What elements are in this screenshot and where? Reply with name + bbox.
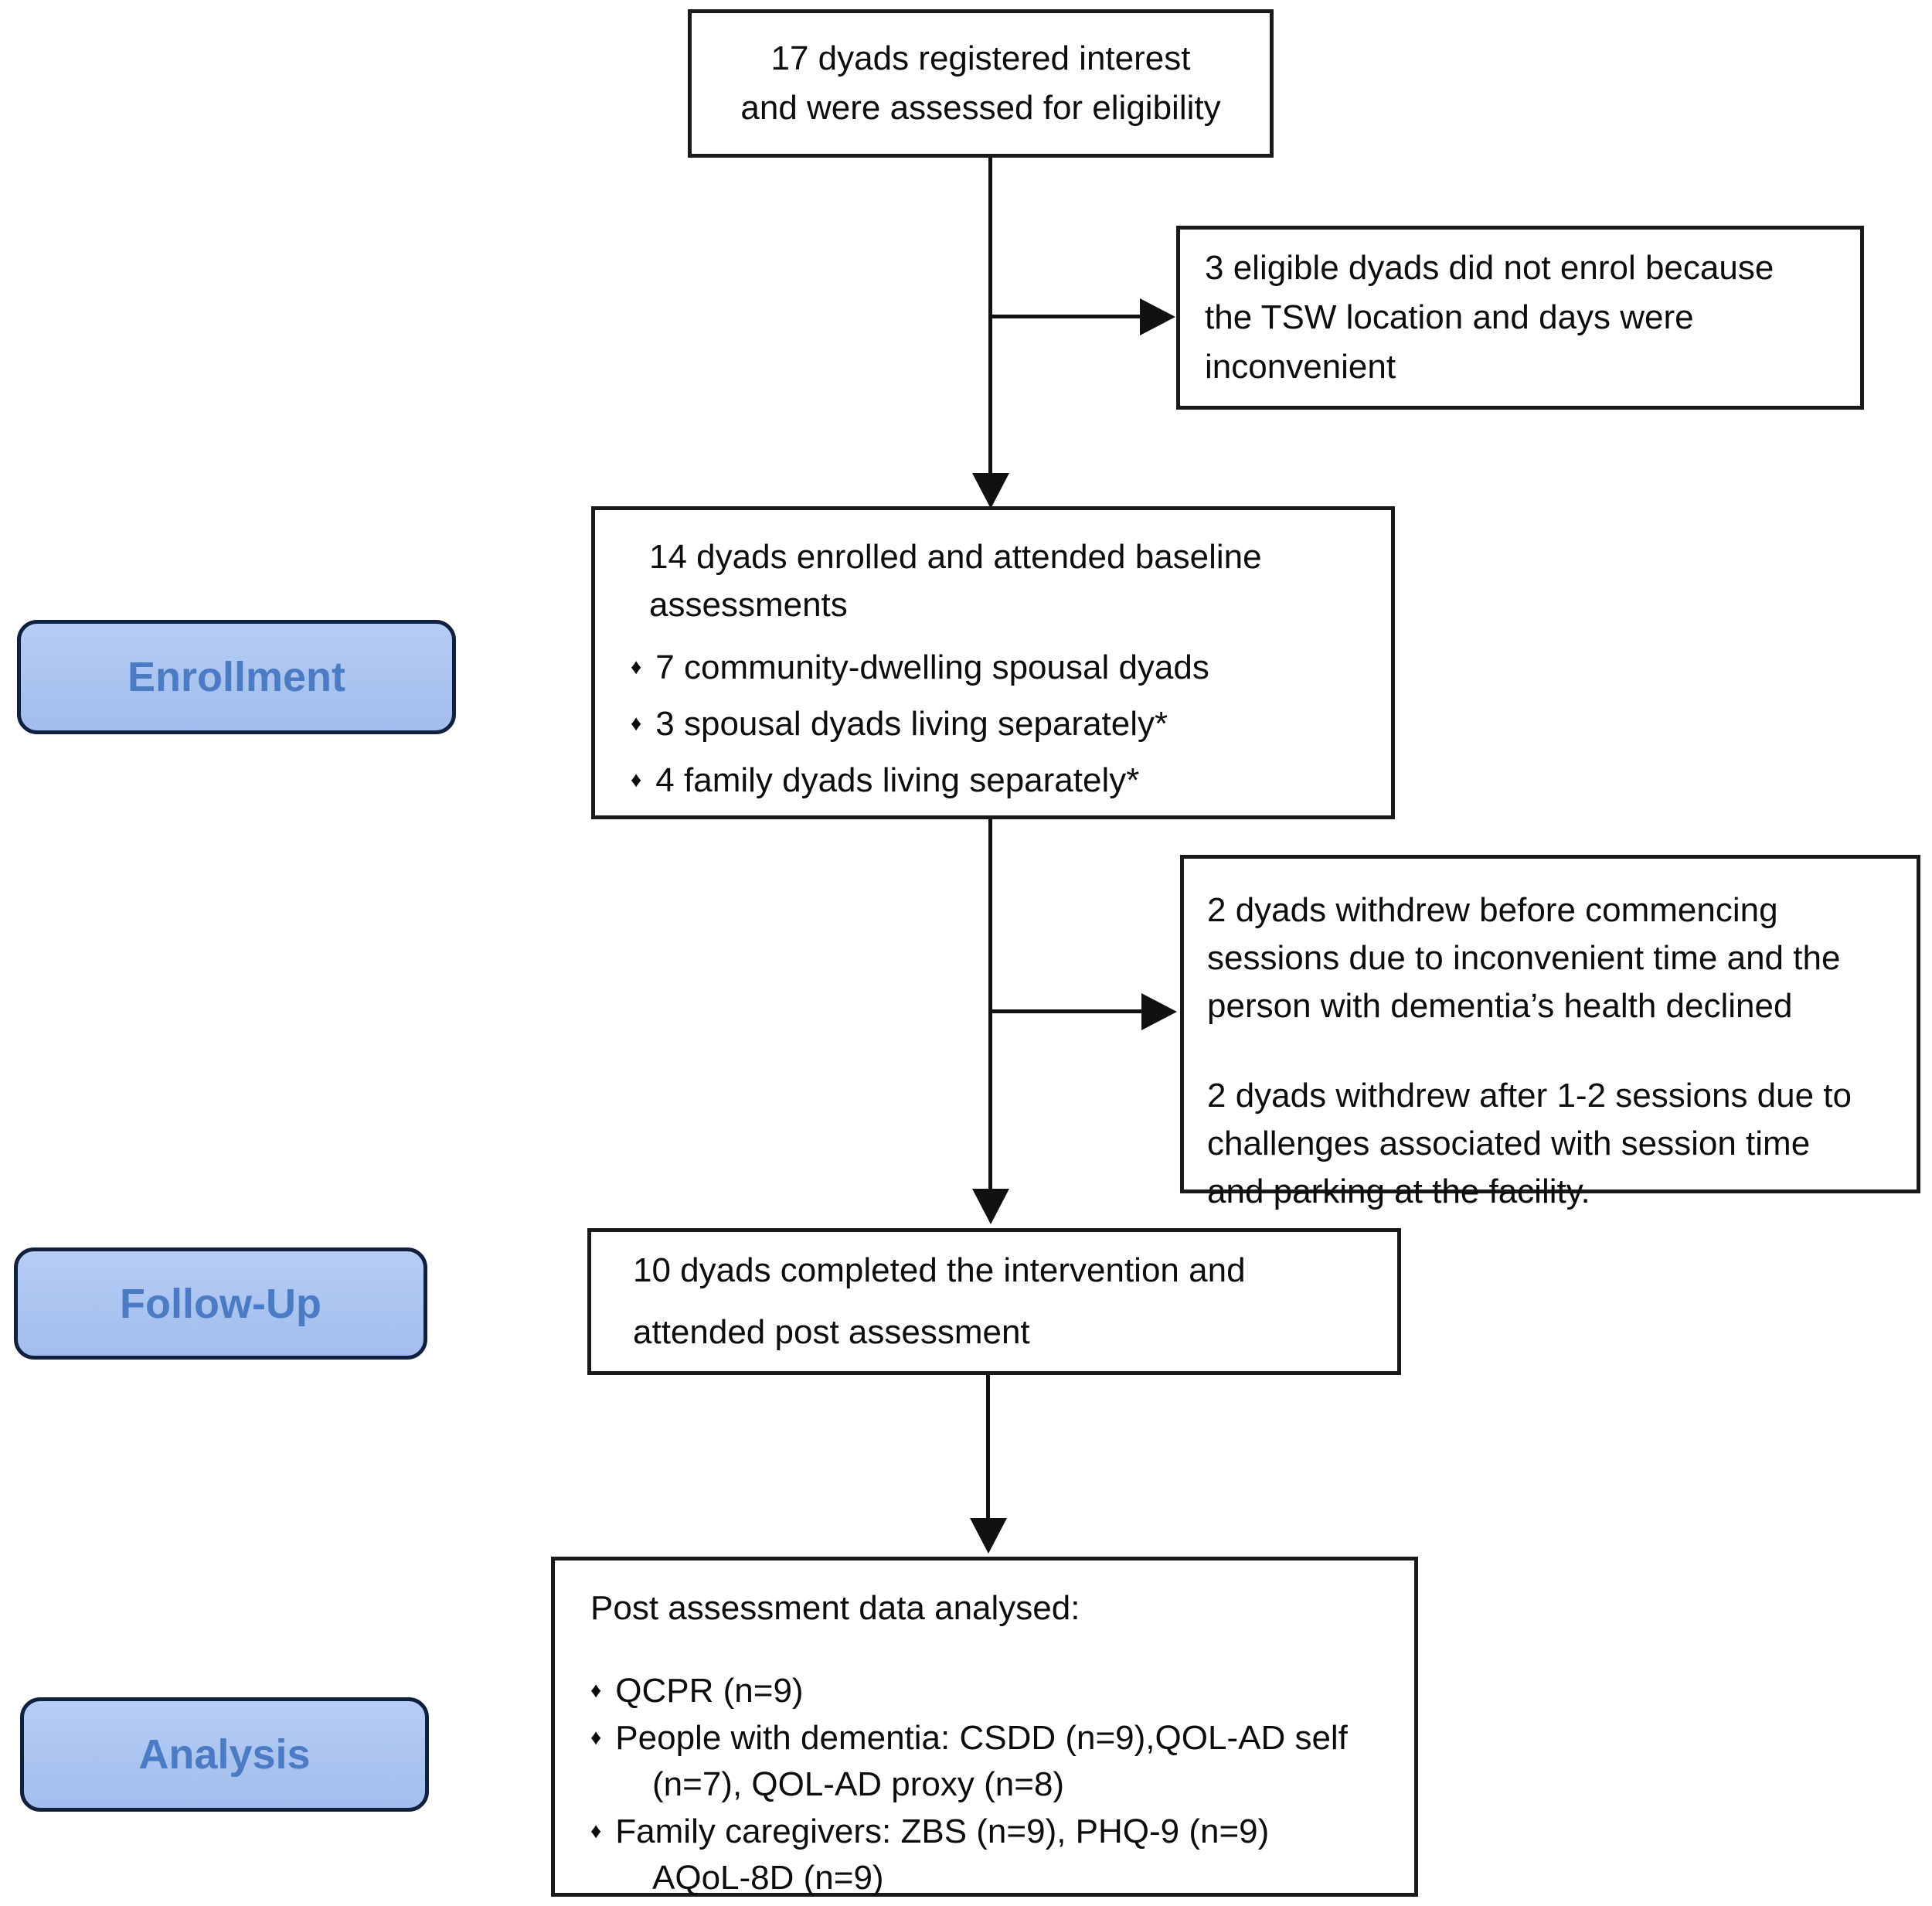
diamond-bullet-icon: ♦ — [590, 1678, 602, 1702]
connector-enrolled-to-completed-line — [988, 819, 992, 1189]
enrolled-bullet-3-text: 4 family dyads living separately* — [655, 761, 1140, 799]
withdrawal-p2-line-1: 2 dyads withdrew after 1-2 sessions due to — [1207, 1077, 1852, 1115]
enrolled-heading-line-1: 14 dyads enrolled and attended baseline — [649, 538, 1262, 576]
analysis-bullet-3-continuation: AQoL-8D (n=9) — [652, 1859, 884, 1897]
arrowhead-right-to-withdrawal-icon — [1141, 993, 1177, 1030]
analysis-title: Post assessment data analysed: — [590, 1589, 1080, 1627]
analysis-bullet-3 — [590, 1808, 1399, 1855]
analysis-bullet-1 — [590, 1667, 1399, 1714]
enrolled-bullet-3 — [631, 762, 1376, 798]
arrowhead-down-to-enrolled-icon — [972, 473, 1009, 509]
withdrawal-p1-line-3: person with dementia’s health declined — [1207, 987, 1793, 1025]
withdrawal-paragraph-1 — [1207, 887, 1901, 1030]
stage-label-enrollment: Enrollment — [17, 620, 456, 734]
enrolled-bullet-2-text: 3 spousal dyads living separately* — [655, 705, 1168, 743]
not-enrolled-line-1: 3 eligible dyads did not enrol because — [1205, 249, 1774, 287]
analysis-bullet-2-text: People with dementia: CSDD (n=9),QOL-AD self — [615, 1719, 1348, 1757]
analysis-bullet-1-text: QCPR (n=9) — [615, 1672, 804, 1710]
not-enrolled-box — [1176, 226, 1864, 410]
withdrawal-p1-line-1: 2 dyads withdrew before commencing — [1207, 891, 1778, 929]
diamond-bullet-icon: ♦ — [631, 655, 642, 679]
eligibility-line-2: and were assessed for eligibility — [740, 89, 1221, 127]
enrolled-heading-line-2: assessments — [649, 586, 848, 624]
completed-box — [587, 1228, 1401, 1375]
analysis-bullet-2 — [590, 1714, 1399, 1761]
connector-branch-withdrawal-line — [990, 1009, 1143, 1013]
withdrawal-p1-line-2: sessions due to inconvenient time and the — [1207, 939, 1841, 977]
diamond-bullet-icon: ♦ — [590, 1725, 602, 1749]
connector-completed-to-analysis-line — [986, 1375, 990, 1519]
withdrawal-box — [1180, 855, 1920, 1210]
analysis-bullet-2-continuation: (n=7), QOL-AD proxy (n=8) — [652, 1765, 1065, 1803]
eligibility-box — [688, 9, 1274, 158]
completed-line-1: 10 dyads completed the intervention and — [633, 1251, 1246, 1289]
diamond-bullet-icon: ♦ — [631, 768, 642, 791]
stage-label-follow-up: Follow-Up — [14, 1247, 427, 1360]
arrowhead-down-to-analysis-icon — [970, 1518, 1007, 1554]
withdrawal-p2-line-2: challenges associated with session time — [1207, 1125, 1811, 1162]
analysis-bullet-3-text: Family caregivers: ZBS (n=9), PHQ-9 (n=9) — [615, 1812, 1270, 1850]
analysis-box — [551, 1557, 1418, 1897]
withdrawal-paragraph-2 — [1207, 1072, 1901, 1216]
enrolled-bullet-1 — [631, 649, 1376, 686]
enrolled-heading — [631, 533, 1376, 629]
stage-label-analysis: Analysis — [20, 1697, 429, 1812]
enrolled-bullet-1-text: 7 community-dwelling spousal dyads — [655, 648, 1209, 686]
connector-branch-not-enrolled-line — [990, 315, 1141, 318]
enrolled-box — [591, 506, 1395, 819]
completed-line-2: attended post assessment — [633, 1313, 1030, 1351]
not-enrolled-line-3: inconvenient — [1205, 348, 1396, 386]
eligibility-line-1: 17 dyads registered interest — [770, 39, 1191, 77]
not-enrolled-line-2: the TSW location and days were — [1205, 298, 1694, 336]
arrowhead-down-to-completed-icon — [972, 1189, 1009, 1224]
enrolled-bullet-2 — [631, 706, 1376, 742]
diamond-bullet-icon: ♦ — [590, 1819, 602, 1843]
withdrawal-p2-line-3: and parking at the facility. — [1207, 1173, 1590, 1210]
diamond-bullet-icon: ♦ — [631, 711, 642, 735]
arrowhead-right-to-not-enrolled-icon — [1140, 298, 1175, 335]
